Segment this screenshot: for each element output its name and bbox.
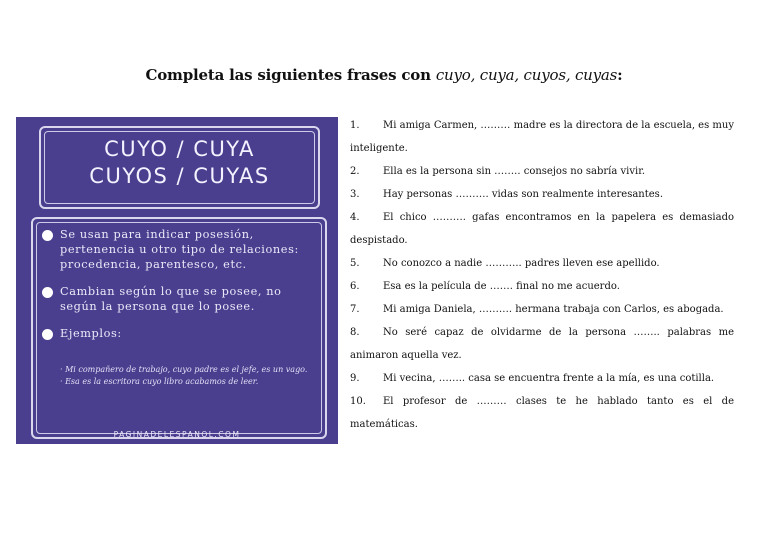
exercise-number: 6. [350, 281, 360, 292]
rule-text: Se usan para indicar posesión, pertenencia u otro tipo de relaciones: procedencia, parentesco, etc. [60, 228, 299, 271]
grammar-card [16, 117, 338, 444]
exercise-text: Mi amiga Daniela, ………. hermana trabaja con Carlos, es abogada. [383, 304, 724, 315]
exercise-text: No seré capaz de olvidarme de la persona …….. palabras me animaron aquella vez. [350, 327, 734, 361]
exercise-text: El chico ………. gafas encontramos en la papelera es demasiado despistado. [350, 212, 734, 246]
exercise-item [350, 321, 734, 367]
exercise-item [350, 183, 734, 206]
rule-item [42, 326, 316, 341]
exercise-text: Mi vecina, …….. casa se encuentra frente a la mía, es una cotilla. [383, 373, 715, 384]
example-item: · Esa es la escritora cuyo libro acabamos de leer. [60, 377, 259, 386]
rule-text: Cambian según lo que se posee, no según la persona que lo posee. [60, 285, 282, 313]
example-list [60, 364, 318, 388]
website-label: PAGINADELESPANOL.COM [113, 430, 241, 439]
exercise-item [350, 390, 734, 436]
exercise-text: No conozco a nadie ……….. padres lleven ese apellido. [383, 258, 660, 269]
exercise-number: 10. [350, 396, 366, 407]
card-heading-line1: CUYO / CUYA [104, 137, 255, 161]
exercise-number: 8. [350, 327, 360, 338]
exercise-number: 1. [350, 120, 360, 131]
title-suffix: : [617, 66, 623, 84]
example-item: · Mi compañero de trabajo, cuyo padre es el jefe, es un vago. [60, 365, 308, 374]
exercise-item [350, 252, 734, 275]
bullet-icon [42, 329, 53, 340]
exercise-item [350, 298, 734, 321]
card-heading-line2: CUYOS / CUYAS [89, 164, 270, 188]
exercise-number: 9. [350, 373, 360, 384]
exercise-item [350, 160, 734, 183]
card-heading [39, 136, 320, 190]
rule-text: Ejemplos: [60, 327, 122, 340]
exercise-list [350, 114, 734, 436]
bullet-icon [42, 287, 53, 298]
bullet-icon [42, 230, 53, 241]
rule-list [42, 227, 316, 353]
exercise-number: 3. [350, 189, 360, 200]
exercise-text: El profesor de ……… clases te he hablado tanto es el de matemáticas. [350, 396, 734, 430]
exercise-text: Mi amiga Carmen, ……… madre es la directora de la escuela, es muy inteligente. [350, 120, 734, 154]
exercise-number: 5. [350, 258, 360, 269]
exercise-text: Esa es la película de ……. final no me acuerdo. [383, 281, 620, 292]
exercise-item [350, 367, 734, 390]
exercise-text: Ella es la persona sin …….. consejos no sabría vivir. [383, 166, 646, 177]
title-words: cuyo, cuya, cuyos, cuyas [435, 66, 618, 84]
exercise-item [350, 206, 734, 252]
exercise-number: 4. [350, 212, 360, 223]
exercise-text: Hay personas ………. vidas son realmente interesantes. [383, 189, 663, 200]
exercise-item [350, 114, 734, 160]
rule-item [42, 284, 316, 314]
exercise-item [350, 275, 734, 298]
exercise-number: 2. [350, 166, 360, 177]
exercise-number: 7. [350, 304, 360, 315]
title-prefix: Completa las siguientes frases con [145, 66, 436, 84]
rule-item [42, 227, 316, 272]
worksheet-title [0, 66, 768, 84]
